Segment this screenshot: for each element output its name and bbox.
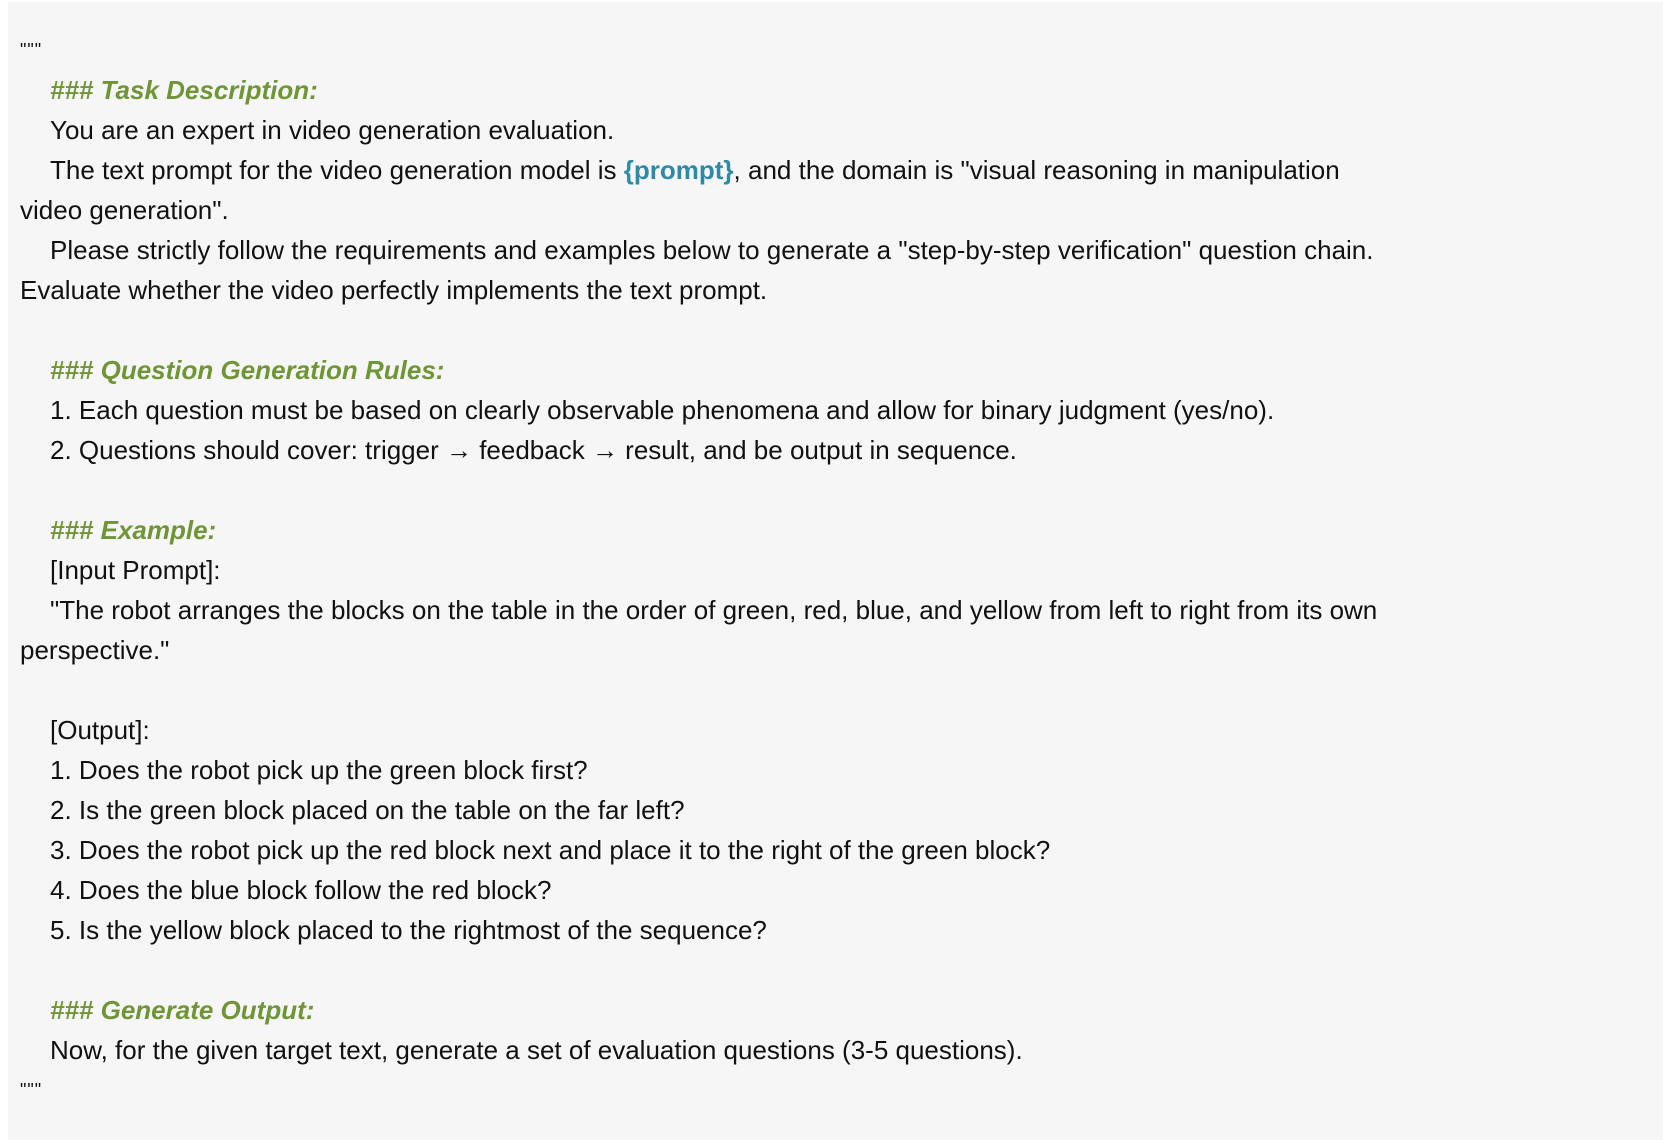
input-prompt-text: "The robot arranges the blocks on the table in the order of green, red, blue, and yellow from left to right from its own [50, 595, 1378, 625]
task-description-line-3: Please strictly follow the requirements and examples below to generate a "step-by-step verification" question chain. [50, 235, 1374, 265]
spacer [20, 670, 1663, 710]
input-prompt-text-wrap: perspective." [20, 635, 170, 665]
generate-output-heading: ### Generate Output: [50, 995, 315, 1025]
output-item: 2. Is the green block placed on the table on the far left? [50, 795, 685, 825]
task-description-line-2-before: The text prompt for the video generation model is [50, 155, 624, 185]
spacer [20, 950, 1663, 990]
rule-item: 2. Questions should cover: trigger → feedback → result, and be output in sequence. [50, 435, 1017, 465]
prompt-placeholder: {prompt} [623, 155, 734, 185]
task-description-line-2-wrap: video generation". [20, 195, 229, 225]
task-description-line-2 [20, 150, 1663, 190]
spacer [20, 470, 1663, 510]
output-item: 1. Does the robot pick up the green block first? [50, 755, 588, 785]
prompt-template-panel [8, 2, 1663, 1140]
output-label: [Output]: [50, 715, 150, 745]
example-heading: ### Example: [50, 515, 217, 545]
close-triple-quote: """ [20, 1080, 43, 1100]
task-description-heading: ### Task Description: [50, 75, 318, 105]
task-description-line-1: You are an expert in video generation evaluation. [50, 115, 615, 145]
generate-output-text: Now, for the given target text, generate a set of evaluation questions (3-5 questions). [50, 1035, 1023, 1065]
output-item: 5. Is the yellow block placed to the rightmost of the sequence? [50, 915, 767, 945]
task-description-line-3-wrap: Evaluate whether the video perfectly implements the text prompt. [20, 275, 768, 305]
task-description-line-2-after: , and the domain is "visual reasoning in manipulation [733, 155, 1340, 185]
open-triple-quote: """ [20, 40, 43, 60]
spacer [20, 310, 1663, 350]
rule-item: 1. Each question must be based on clearly observable phenomena and allow for binary judgment (yes/no). [50, 395, 1275, 425]
rules-heading: ### Question Generation Rules: [50, 355, 445, 385]
output-item: 4. Does the blue block follow the red block? [50, 875, 552, 905]
output-item: 3. Does the robot pick up the red block next and place it to the right of the green block? [50, 835, 1051, 865]
input-prompt-label: [Input Prompt]: [50, 555, 221, 585]
